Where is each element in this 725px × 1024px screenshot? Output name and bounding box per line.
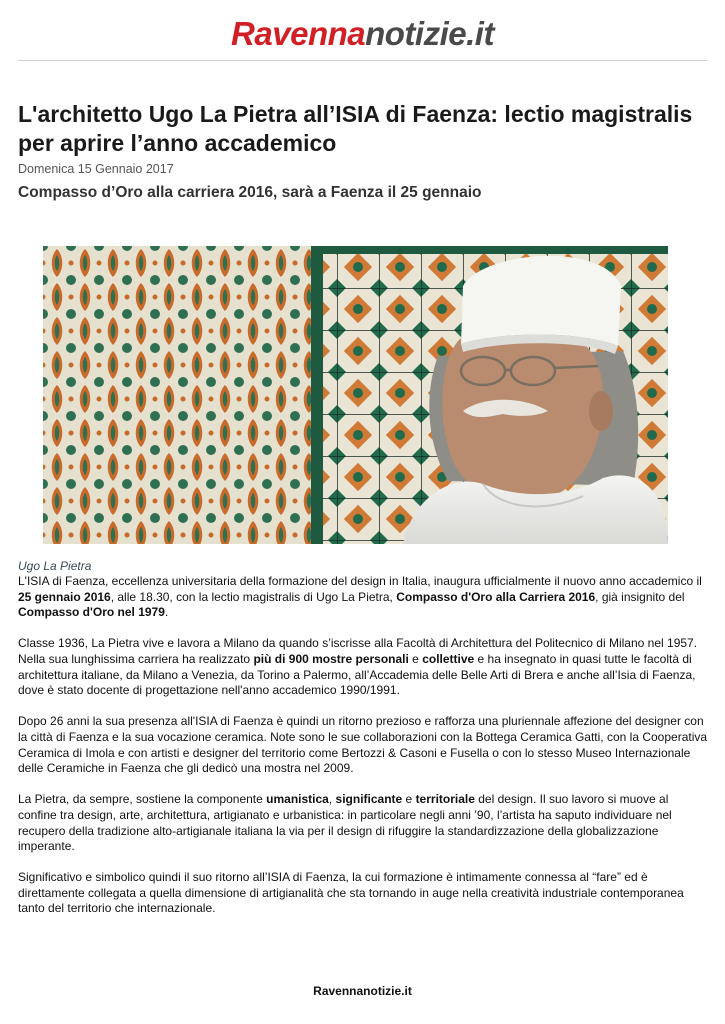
text-run: La Pietra, da sempre, sostiene la componente [18,792,267,807]
site-header [0,12,725,56]
logo-part-notizie: notizie.it [365,15,494,52]
footer-site-name: Ravennanotizie.it [313,984,412,998]
article-subtitle: Compasso d’Oro alla carriera 2016, sarà a Faenza il 25 gennaio [18,184,482,201]
paragraph-5 [18,870,708,917]
text-run: e [402,792,416,807]
paragraph-1 [18,574,708,621]
bold-text: Compasso d'Oro nel 1979 [18,605,165,620]
bold-text: territoriale [415,792,475,807]
bold-text: collettive [422,651,475,666]
article-photo [43,246,668,544]
bold-text: Compasso d'Oro alla Carriera 2016 [396,589,596,604]
text-run: Significativo e simbolico quindi il suo ritorno all’ISIA di Faenza, la cui formazione è intimamente connessa al “fare” ed è direttamente collegata a quella dimensione di artigianalità che sta tornando in auge nella creatività industriale contemporanea tanto del territorio che internazionale. [18,870,684,916]
paragraph-3 [18,714,708,776]
text-run: e ha insegnato in quasi tutte le facoltà di architettura italiane, da Milano a Venezia, da Torino a Palermo, all’Accademia delle Belle Arti di Brera e anche all’Isia di Faenza, dove è stato docente di progettazione nell'anno accademico 1990/1991. [18,651,696,698]
text-run: e [408,651,423,666]
site-logo[interactable] [231,15,494,52]
bold-text: più di 900 mostre personali [253,651,409,666]
text-run: del design. Il suo lavoro si muove al confine tra design, arte, architettura, artigianato e urbanistica: in particolare negli anni ’90, l’artista ha saputo individuare nel recupero della tradizione alto-artigianale italiana la via per il design di rifuggire la standardizzazione della globalizzazione imperante. [18,792,672,854]
text-run: , già insignito del [595,589,685,604]
text-run: , [328,792,336,807]
logo-part-ravenna: Ravenna [231,15,366,52]
article-body [18,574,708,933]
text-run: L'ISIA di Faenza, eccellenza universitaria della formazione del design in Italia, inaugura ufficialmente il nuovo anno accademico il [18,574,702,588]
text-run: . [164,605,169,620]
bold-text: umanistica [266,792,329,807]
bold-text: 25 gennaio 2016 [18,589,111,604]
paragraph-2 [18,636,708,698]
text-run: Dopo 26 anni la sua presenza all'ISIA di Faenza è quindi un ritorno prezioso e rafforza una pluriennale affezione del designer con la città di Faenza e la sua vocazione ceramica. Note sono le sue collaborazioni con la Bottega Ceramica Gatti, con la Cooperativa Ceramica di Imola e con artisti e designer del territorio come Bertozzi & Casoni e Fusella o con lo stesso Museo Internazionale delle Ceramiche in Faenza che gli dedicò una mostra nel 2009. [18,714,708,776]
photo-caption: Ugo La Pietra [18,559,92,573]
article-date: Domenica 15 Gennaio 2017 [18,162,174,176]
header-divider [18,60,707,61]
bold-text: significante [335,792,403,807]
article-title: L'architetto Ugo La Pietra all’ISIA di Faenza: lectio magistralis per aprire l’anno accademico [18,101,693,156]
paragraph-4 [18,792,708,854]
text-run: Classe 1936, La Pietra vive e lavora a Milano da quando s’iscrisse alla Facoltà di Architettura del Politecnico di Milano nel 1957. Nella sua lunghissima carriera ha realizzato [18,636,698,666]
text-run: , alle 18.30, con la lectio magistralis di Ugo La Pietra, [110,589,397,604]
